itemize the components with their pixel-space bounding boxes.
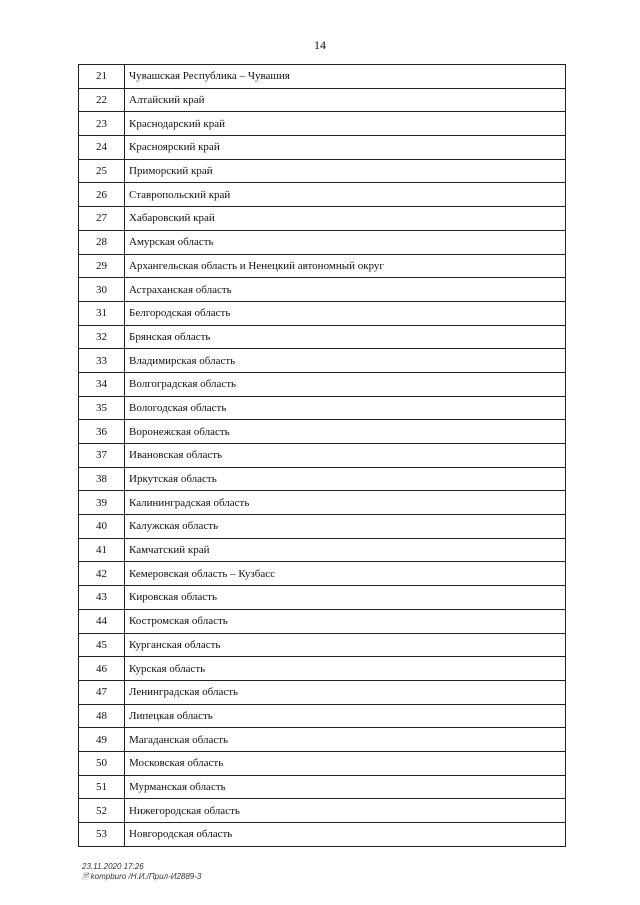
table-row	[79, 657, 566, 681]
row-number: 51	[79, 775, 125, 799]
row-number: 48	[79, 704, 125, 728]
table-row	[79, 751, 566, 775]
table-row	[79, 586, 566, 610]
row-number: 32	[79, 325, 125, 349]
region-name: Калининградская область	[125, 491, 566, 515]
row-number: 44	[79, 609, 125, 633]
page-number: 14	[314, 38, 326, 52]
row-number: 37	[79, 444, 125, 468]
row-number: 23	[79, 112, 125, 136]
region-name: Камчатский край	[125, 538, 566, 562]
region-name: Воронежская область	[125, 420, 566, 444]
row-number: 30	[79, 278, 125, 302]
row-number: 40	[79, 515, 125, 539]
table-row	[79, 609, 566, 633]
region-name: Ивановская область	[125, 444, 566, 468]
region-name: Волгоградская область	[125, 372, 566, 396]
region-name: Иркутская область	[125, 467, 566, 491]
row-number: 42	[79, 562, 125, 586]
region-name: Брянская область	[125, 325, 566, 349]
row-number: 38	[79, 467, 125, 491]
region-name: Астраханская область	[125, 278, 566, 302]
region-name: Курганская область	[125, 633, 566, 657]
region-name: Белгородская область	[125, 301, 566, 325]
table-row	[79, 444, 566, 468]
row-number: 46	[79, 657, 125, 681]
region-name: Кемеровская область – Кузбасс	[125, 562, 566, 586]
table-row	[79, 467, 566, 491]
row-number: 27	[79, 207, 125, 231]
region-name: Приморский край	[125, 159, 566, 183]
table-row	[79, 562, 566, 586]
table-row	[79, 136, 566, 160]
footer-file-path: kompburo /Н.И./Прил-И2889-3	[90, 872, 202, 881]
row-number: 43	[79, 586, 125, 610]
document-icon: 🗎	[82, 872, 89, 881]
row-number: 36	[79, 420, 125, 444]
row-number: 41	[79, 538, 125, 562]
region-name: Московская область	[125, 751, 566, 775]
footer-file-reference	[82, 872, 201, 882]
table-row	[79, 680, 566, 704]
table-row	[79, 278, 566, 302]
region-name: Красноярский край	[125, 136, 566, 160]
table-row	[79, 420, 566, 444]
table-row	[79, 183, 566, 207]
region-name: Архангельская область и Ненецкий автономный округ	[125, 254, 566, 278]
region-name: Курская область	[125, 657, 566, 681]
table-row	[79, 349, 566, 373]
region-name: Краснодарский край	[125, 112, 566, 136]
region-name: Амурская область	[125, 230, 566, 254]
document-footer	[82, 862, 201, 882]
table-row	[79, 799, 566, 823]
row-number: 53	[79, 823, 125, 847]
region-name: Владимирская область	[125, 349, 566, 373]
region-name: Ленинградская область	[125, 680, 566, 704]
table-row	[79, 823, 566, 847]
table-row	[79, 112, 566, 136]
table-row	[79, 88, 566, 112]
row-number: 29	[79, 254, 125, 278]
footer-timestamp: 23.11.2020 17:26	[82, 862, 144, 871]
region-name: Хабаровский край	[125, 207, 566, 231]
region-name: Кировская область	[125, 586, 566, 610]
row-number: 22	[79, 88, 125, 112]
regions-table-body	[79, 65, 566, 847]
table-row	[79, 301, 566, 325]
row-number: 49	[79, 728, 125, 752]
row-number: 26	[79, 183, 125, 207]
row-number: 28	[79, 230, 125, 254]
table-row	[79, 775, 566, 799]
table-row	[79, 515, 566, 539]
table-row	[79, 325, 566, 349]
table-row	[79, 704, 566, 728]
row-number: 50	[79, 751, 125, 775]
row-number: 33	[79, 349, 125, 373]
region-name: Новгородская область	[125, 823, 566, 847]
row-number: 34	[79, 372, 125, 396]
row-number: 45	[79, 633, 125, 657]
row-number: 24	[79, 136, 125, 160]
region-name: Алтайский край	[125, 88, 566, 112]
region-name: Костромская область	[125, 609, 566, 633]
table-row	[79, 728, 566, 752]
region-name: Нижегородская область	[125, 799, 566, 823]
table-row	[79, 396, 566, 420]
row-number: 35	[79, 396, 125, 420]
region-name: Чувашская Республика – Чувашия	[125, 65, 566, 89]
row-number: 52	[79, 799, 125, 823]
region-name: Калужская область	[125, 515, 566, 539]
table-row	[79, 207, 566, 231]
row-number: 31	[79, 301, 125, 325]
table-row	[79, 372, 566, 396]
table-row	[79, 254, 566, 278]
table-row	[79, 491, 566, 515]
row-number: 39	[79, 491, 125, 515]
table-row	[79, 633, 566, 657]
row-number: 47	[79, 680, 125, 704]
table-row	[79, 159, 566, 183]
row-number: 21	[79, 65, 125, 89]
regions-table	[78, 64, 566, 847]
table-row	[79, 230, 566, 254]
region-name: Ставропольский край	[125, 183, 566, 207]
table-row	[79, 65, 566, 89]
region-name: Магаданская область	[125, 728, 566, 752]
region-name: Липецкая область	[125, 704, 566, 728]
region-name: Вологодская область	[125, 396, 566, 420]
row-number: 25	[79, 159, 125, 183]
table-row	[79, 538, 566, 562]
region-name: Мурманская область	[125, 775, 566, 799]
